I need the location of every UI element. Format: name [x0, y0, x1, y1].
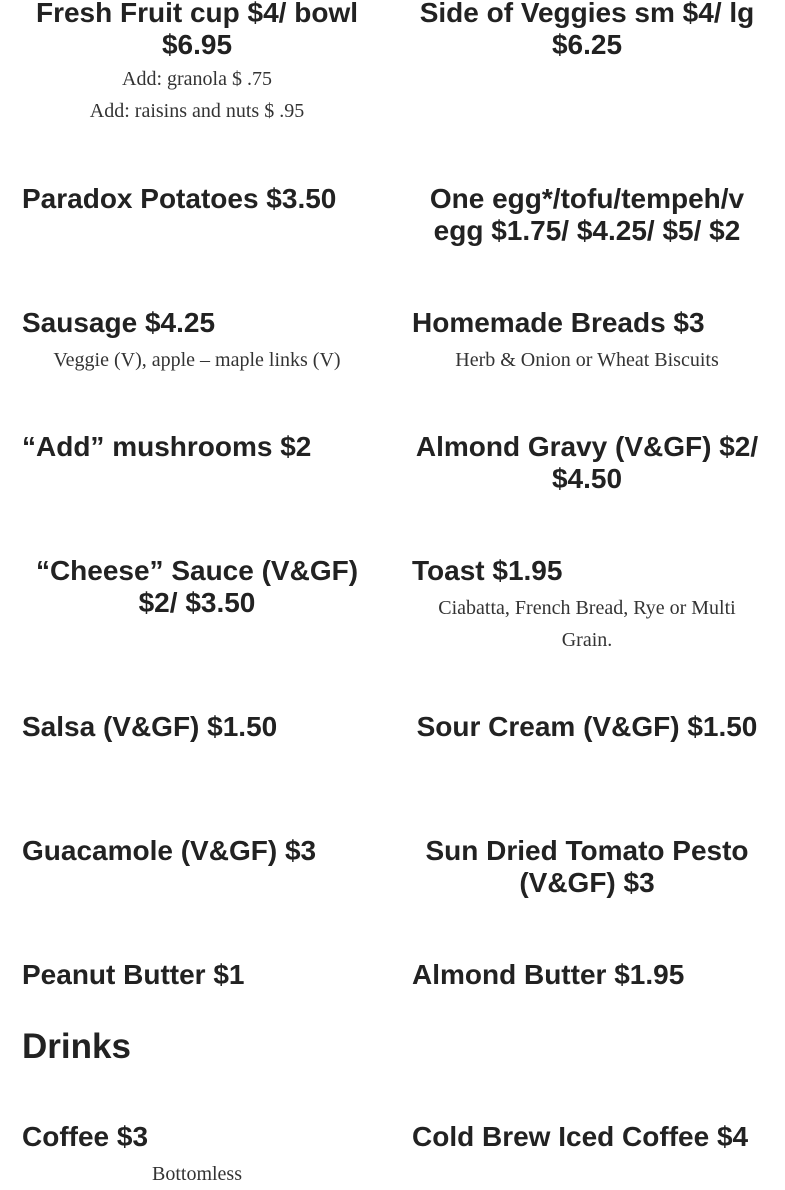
menu-item-pesto	[412, 835, 762, 899]
item-title: Almond Gravy (V&GF) $2/ $4.50	[415, 431, 759, 494]
menu-item-almond-butter	[412, 959, 762, 991]
menu-item-potatoes	[22, 183, 372, 215]
item-title: Coffee $3	[22, 1121, 149, 1152]
item-description: Herb & Onion or Wheat Biscuits	[455, 349, 719, 371]
item-title: Sausage $4.25	[22, 307, 216, 338]
item-title: Guacamole (V&GF) $3	[22, 835, 317, 866]
menu-item-salsa	[22, 711, 372, 743]
menu-item-cold-brew	[412, 1121, 772, 1153]
menu-item-fruit-cup	[22, 0, 372, 127]
item-title: Sour Cream (V&GF) $1.50	[416, 711, 758, 742]
item-description: Ciabatta, French Bread, Rye or Multi Grain.	[438, 597, 736, 651]
item-title: Salsa (V&GF) $1.50	[22, 711, 278, 742]
menu-item-peanut-butter	[22, 959, 372, 991]
item-title: Almond Butter $1.95	[412, 959, 685, 990]
item-title: “Cheese” Sauce (V&GF) $2/ $3.50	[35, 555, 359, 618]
menu-item-egg	[412, 183, 762, 247]
item-description: Add: raisins and nuts $ .95	[89, 100, 305, 122]
item-title: Sun Dried Tomato Pesto (V&GF) $3	[425, 835, 749, 898]
item-title: Fresh Fruit cup $4/ bowl $6.95	[35, 0, 359, 60]
item-title: Homemade Breads $3	[412, 307, 705, 338]
menu-item-guacamole	[22, 835, 372, 867]
section-heading-drinks: Drinks	[22, 1027, 131, 1066]
menu-item-cheese-sauce	[22, 555, 372, 619]
item-description: Add: granola $ .75	[122, 68, 272, 90]
item-title: One egg*/tofu/tempeh/v egg $1.75/ $4.25/ $5/ $2	[429, 183, 745, 246]
menu-item-veggies	[412, 0, 762, 61]
menu-item-sausage	[22, 307, 372, 376]
menu-item-breads	[412, 307, 762, 376]
item-title: Peanut Butter $1	[22, 959, 245, 990]
menu-item-mushrooms	[22, 431, 372, 463]
menu-item-coffee	[22, 1121, 372, 1190]
item-title: Paradox Potatoes $3.50	[22, 183, 337, 214]
item-title: Side of Veggies sm $4/ lg $6.25	[419, 0, 755, 60]
item-description: Bottomless	[151, 1163, 242, 1185]
item-title: “Add” mushrooms $2	[22, 431, 312, 462]
menu-item-toast	[412, 555, 762, 656]
item-title: Cold Brew Iced Coffee $4	[412, 1121, 749, 1152]
item-description: Veggie (V), apple – maple links (V)	[53, 349, 341, 371]
menu-item-gravy	[412, 431, 762, 495]
item-title: Toast $1.95	[412, 555, 563, 586]
menu-item-sour-cream	[412, 711, 762, 743]
